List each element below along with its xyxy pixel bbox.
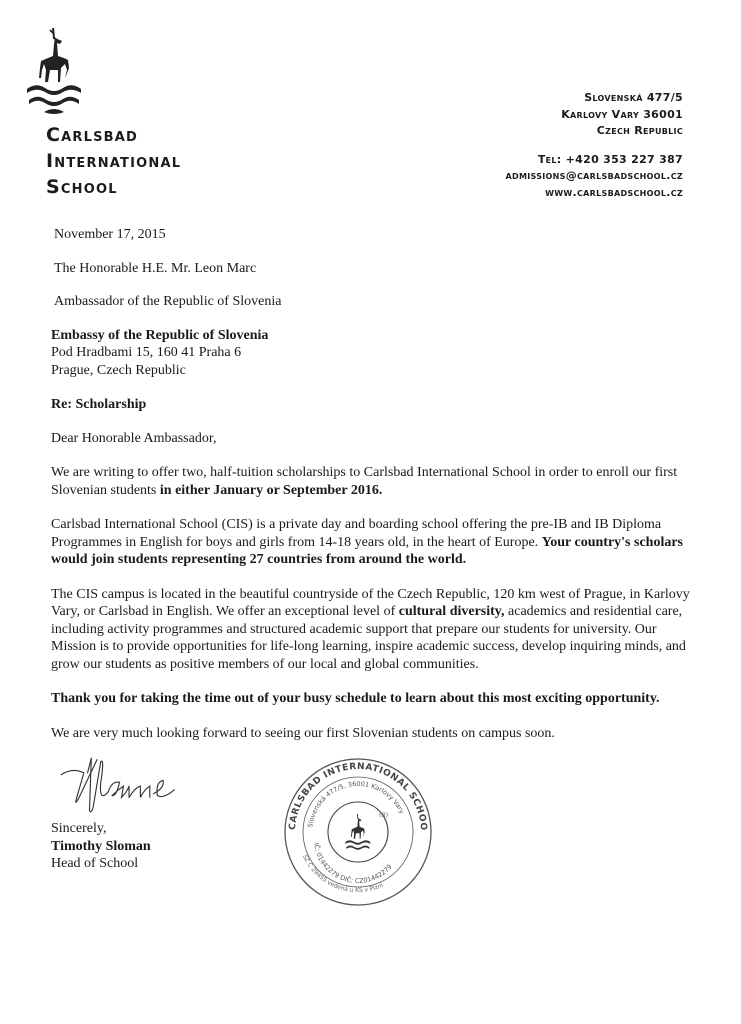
offer-line-2: enroll our first Slovenian students	[51, 465, 678, 498]
campus-emphasis-1: cultural	[398, 604, 447, 619]
recipient-name: The Honorable H.E. Mr. Leon Marc	[54, 260, 257, 276]
stamp-number: (3)	[379, 811, 389, 819]
school-name-line-3: School	[46, 176, 118, 198]
deer-on-waves-icon	[24, 26, 84, 118]
stamp-outer-text-path: CARLSBAD INTERNATIONAL SCHOO	[287, 761, 429, 832]
campus-emphasis-2: diversity,	[449, 604, 505, 619]
letter-date: November 17, 2015	[54, 227, 166, 242]
signature-block	[51, 754, 283, 873]
paragraph-about-school	[51, 516, 701, 569]
thanks-line-2: opportunity.	[585, 691, 660, 706]
campus-line-4: support that prepare our students for university. Our Mission is to provide opportunities for life-long	[51, 621, 657, 654]
closing-paragraph-text: We are very much looking forward to seeing our first Slovenian students on campus soon.	[51, 725, 555, 741]
thanks-line-1: Thank you for taking the time out of your busy schedule to learn about this most exciting	[51, 691, 582, 706]
deer-on-waves-icon	[345, 814, 370, 850]
website: www.carlsbadschool.cz	[545, 185, 683, 199]
campus-line-1: The CIS campus is located in the beautiful countryside of the Czech Republic, 120 km west of Prague,	[51, 586, 627, 602]
address-country: Czech Republic	[596, 124, 683, 137]
about-line-2: Diploma Programmes in English for boys and girls from 14-18 years old, in the heart of	[51, 517, 662, 550]
school-name-line-2: International	[46, 150, 182, 172]
school-stamp	[283, 757, 433, 913]
offer-line-1: We are writing to offer two, half-tuition scholarships to Carlsbad International School in order to	[51, 465, 593, 480]
signature-area	[51, 754, 701, 895]
letter-body	[0, 200, 741, 895]
paragraph-thanks	[51, 690, 701, 708]
about-emphasis-1: Your country's scholars would join students representing 27 countries from around	[51, 534, 683, 567]
stamp-registry-text-path: SZ C 29455 vedená u KS v Plzni	[300, 853, 385, 895]
school-name	[46, 122, 181, 200]
offer-dates: in either January or September 2016.	[159, 482, 383, 498]
recipient-title: Ambassador of the Republic of Slovenia	[54, 294, 282, 309]
telephone: Tel: +420 353 227 387	[537, 152, 683, 166]
recipient-organization: Embassy of the Republic of Slovenia	[51, 327, 269, 343]
campus-line-5: learning, inspire academic success, develop inquiring minds, and grow our students as positive	[51, 639, 686, 672]
signer-name: Timothy Sloman	[51, 838, 151, 854]
school-logo-block	[24, 26, 181, 200]
recipient-address-line-2: Prague, Czech Republic	[51, 362, 186, 378]
paragraph-campus	[51, 586, 701, 674]
letterhead	[0, 0, 741, 200]
campus-line-3: academics and residential care, including activity programmes and structured academic	[51, 604, 683, 637]
address-street: Slovenská 477/5	[584, 91, 683, 104]
stamp-inner-text-path: Slovenská 477/5, 36001 Karlovy Vary	[306, 779, 406, 828]
stamp-outer-text	[283, 757, 428, 831]
salutation: Dear Honorable Ambassador,	[51, 430, 217, 446]
email-address: admissions@carlsbadschool.cz	[505, 169, 683, 182]
handwritten-signature	[55, 754, 205, 820]
about-line-1: Carlsbad International School (CIS) is a private day and boarding school offering the pre-IB and IB	[51, 517, 609, 532]
stamp-inner-text	[306, 780, 406, 828]
contact-block	[506, 90, 683, 201]
signer-title: Head of School	[51, 856, 139, 871]
stamp-ids-text-path: IČ: 01442279 DIČ: CZ01442279	[312, 842, 394, 886]
school-name-line-1: Carlsbad	[46, 124, 139, 146]
about-emphasis-2: the world.	[405, 552, 467, 567]
school-stamp-seal	[283, 757, 433, 907]
closing-word: Sincerely,	[51, 821, 107, 836]
paragraph-closing	[51, 725, 701, 743]
paragraph-offer	[51, 464, 701, 499]
recipient-address-line-1: Pod Hradbami 15, 160 41 Praha 6	[51, 345, 242, 360]
campus-line-2: in Karlovy Vary, or Carlsbad in English. We offer an exceptional level of	[51, 586, 690, 619]
campus-line-6: members of our local and global communities.	[217, 656, 479, 672]
subject-line: Re: Scholarship	[51, 397, 147, 412]
about-line-3: Europe.	[494, 534, 542, 550]
address-city: Karlovy Vary 36001	[561, 107, 683, 121]
